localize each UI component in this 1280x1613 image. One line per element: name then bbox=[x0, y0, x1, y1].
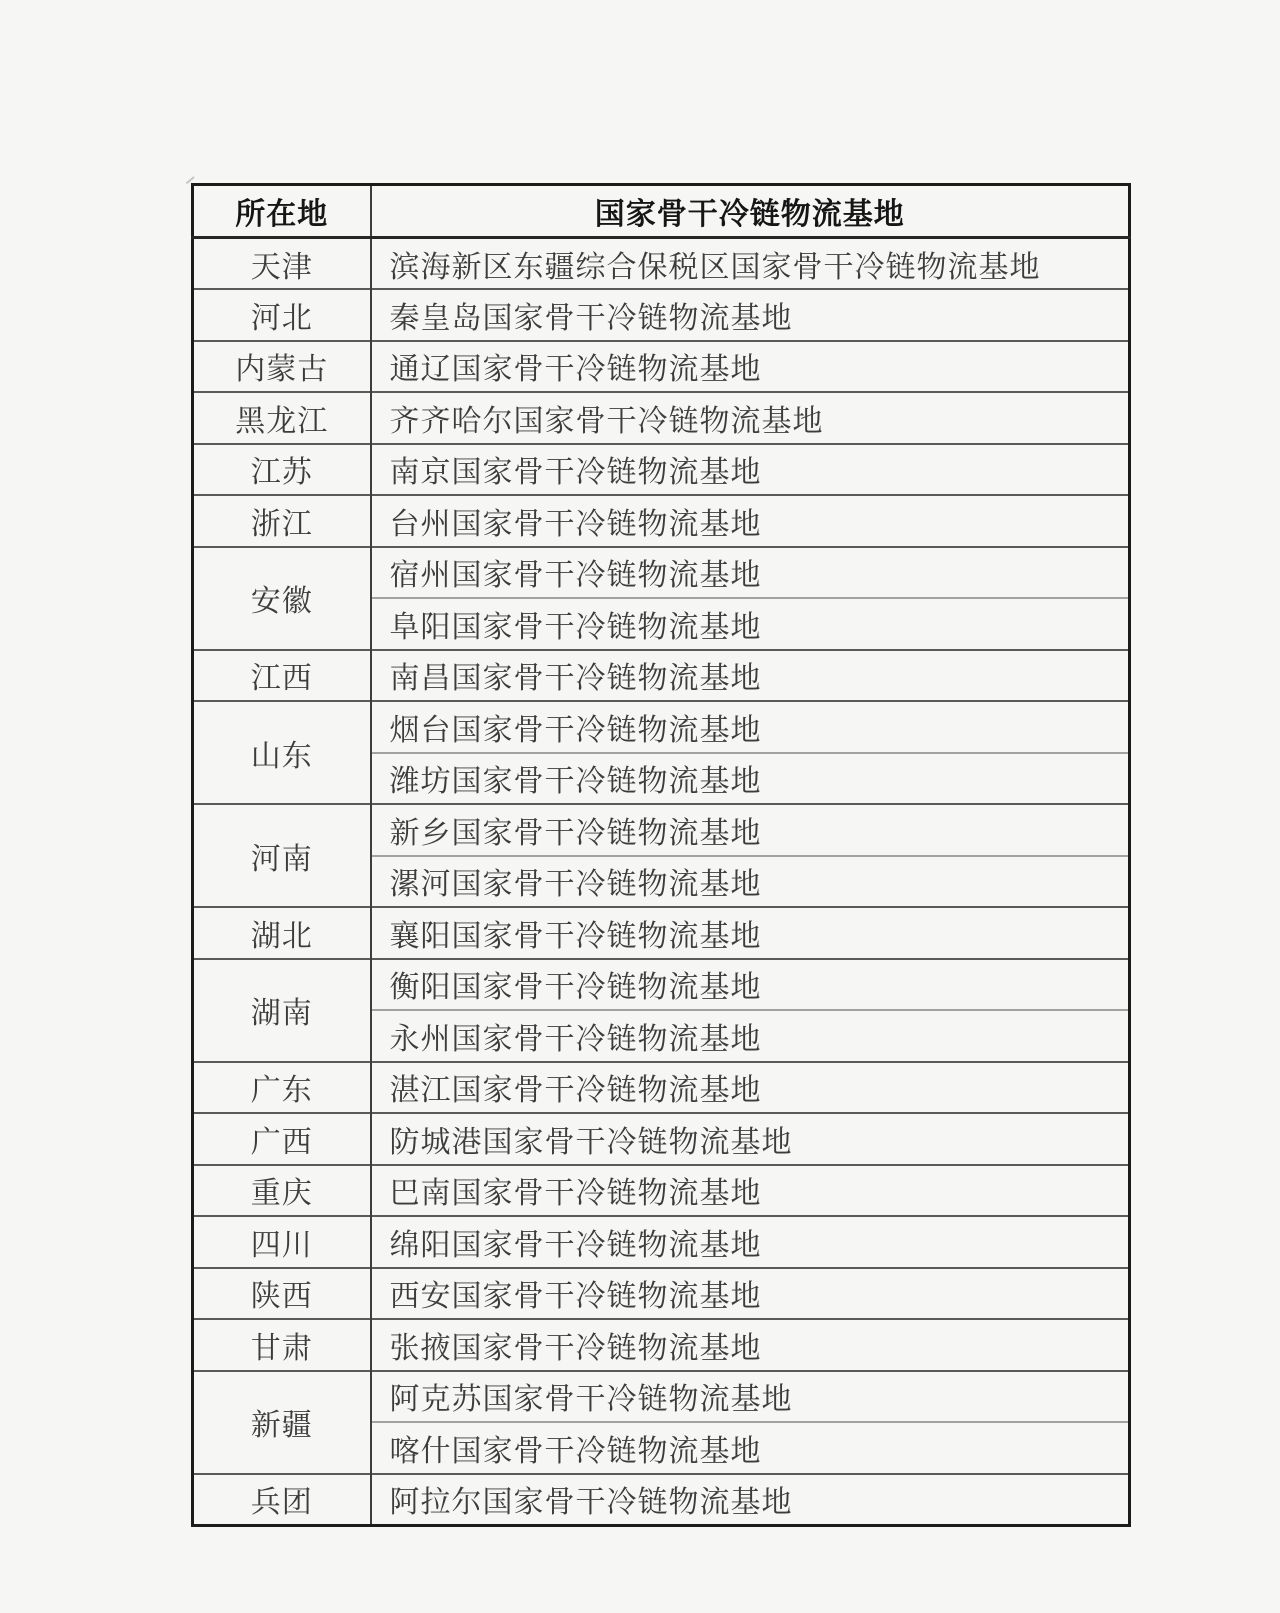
table-row bbox=[193, 959, 1130, 1011]
base-cell: 阿克苏国家骨干冷链物流基地 bbox=[371, 1371, 1130, 1423]
province-cell: 河北 bbox=[193, 289, 371, 341]
province-cell: 内蒙古 bbox=[193, 341, 371, 393]
province-cell: 陕西 bbox=[193, 1268, 371, 1320]
table-row bbox=[193, 495, 1130, 547]
base-cell: 永州国家骨干冷链物流基地 bbox=[371, 1010, 1130, 1062]
table-row bbox=[193, 1062, 1130, 1114]
province-cell: 湖南 bbox=[193, 959, 371, 1062]
base-cell: 秦皇岛国家骨干冷链物流基地 bbox=[371, 289, 1130, 341]
province-cell: 广东 bbox=[193, 1062, 371, 1114]
base-cell: 巴南国家骨干冷链物流基地 bbox=[371, 1165, 1130, 1217]
province-cell: 黑龙江 bbox=[193, 392, 371, 444]
base-cell: 通辽国家骨干冷链物流基地 bbox=[371, 341, 1130, 393]
table-row bbox=[193, 238, 1130, 290]
base-cell: 阿拉尔国家骨干冷链物流基地 bbox=[371, 1474, 1130, 1526]
province-cell: 湖北 bbox=[193, 907, 371, 959]
province-cell: 重庆 bbox=[193, 1165, 371, 1217]
province-cell: 河南 bbox=[193, 804, 371, 907]
base-cell: 南昌国家骨干冷链物流基地 bbox=[371, 650, 1130, 702]
base-cell: 阜阳国家骨干冷链物流基地 bbox=[371, 598, 1130, 650]
province-cell: 甘肃 bbox=[193, 1319, 371, 1371]
province-cell: 天津 bbox=[193, 238, 371, 290]
table-body bbox=[193, 238, 1130, 1526]
province-cell: 新疆 bbox=[193, 1371, 371, 1474]
table-row bbox=[193, 1268, 1130, 1320]
header-base-name: 国家骨干冷链物流基地 bbox=[371, 185, 1130, 238]
table-row bbox=[193, 907, 1130, 959]
cold-chain-base-table bbox=[191, 183, 1131, 1527]
province-cell: 江苏 bbox=[193, 444, 371, 496]
province-cell: 浙江 bbox=[193, 495, 371, 547]
base-cell: 烟台国家骨干冷链物流基地 bbox=[371, 701, 1130, 753]
header-location: 所在地 bbox=[193, 185, 371, 238]
base-cell: 新乡国家骨干冷链物流基地 bbox=[371, 804, 1130, 856]
table-row bbox=[193, 1474, 1130, 1526]
table-row bbox=[193, 289, 1130, 341]
base-cell: 绵阳国家骨干冷链物流基地 bbox=[371, 1216, 1130, 1268]
base-cell: 宿州国家骨干冷链物流基地 bbox=[371, 547, 1130, 599]
base-cell: 衡阳国家骨干冷链物流基地 bbox=[371, 959, 1130, 1011]
province-cell: 江西 bbox=[193, 650, 371, 702]
table-row bbox=[193, 804, 1130, 856]
base-cell: 喀什国家骨干冷链物流基地 bbox=[371, 1422, 1130, 1474]
base-cell: 张掖国家骨干冷链物流基地 bbox=[371, 1319, 1130, 1371]
base-cell: 齐齐哈尔国家骨干冷链物流基地 bbox=[371, 392, 1130, 444]
base-cell: 潍坊国家骨干冷链物流基地 bbox=[371, 753, 1130, 805]
province-cell: 山东 bbox=[193, 701, 371, 804]
table-row bbox=[193, 1113, 1130, 1165]
table-row bbox=[193, 547, 1130, 599]
base-cell: 台州国家骨干冷链物流基地 bbox=[371, 495, 1130, 547]
base-cell: 湛江国家骨干冷链物流基地 bbox=[371, 1062, 1130, 1114]
table-row bbox=[193, 341, 1130, 393]
table-row bbox=[193, 1319, 1130, 1371]
base-cell: 防城港国家骨干冷链物流基地 bbox=[371, 1113, 1130, 1165]
province-cell: 兵团 bbox=[193, 1474, 371, 1526]
base-cell: 西安国家骨干冷链物流基地 bbox=[371, 1268, 1130, 1320]
table-row bbox=[193, 701, 1130, 753]
table-row bbox=[193, 1165, 1130, 1217]
table-row bbox=[193, 650, 1130, 702]
province-cell: 安徽 bbox=[193, 547, 371, 650]
base-cell: 漯河国家骨干冷链物流基地 bbox=[371, 856, 1130, 908]
base-cell: 南京国家骨干冷链物流基地 bbox=[371, 444, 1130, 496]
table-row bbox=[193, 444, 1130, 496]
table-row bbox=[193, 1371, 1130, 1423]
table-row bbox=[193, 1216, 1130, 1268]
table-row bbox=[193, 392, 1130, 444]
table-header-row bbox=[193, 185, 1130, 238]
base-cell: 滨海新区东疆综合保税区国家骨干冷链物流基地 bbox=[371, 238, 1130, 290]
base-cell: 襄阳国家骨干冷链物流基地 bbox=[371, 907, 1130, 959]
province-cell: 广西 bbox=[193, 1113, 371, 1165]
province-cell: 四川 bbox=[193, 1216, 371, 1268]
